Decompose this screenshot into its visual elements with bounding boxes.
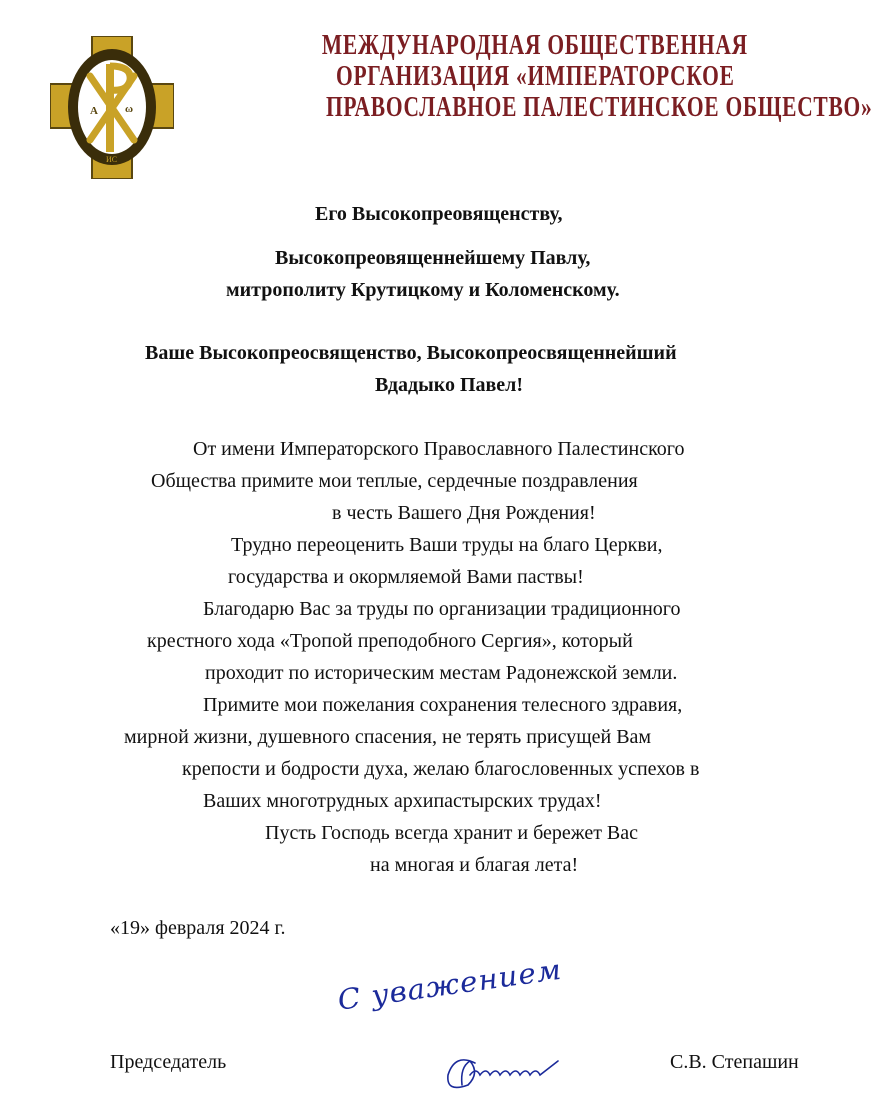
body-line: государства и окормляемой Вами паствы! bbox=[228, 566, 584, 588]
body-line: крестного хода «Тропой преподобного Сергия», который bbox=[147, 630, 633, 652]
letter-date: «19» февраля 2024 г. bbox=[110, 917, 286, 939]
body-line: Благодарю Вас за труды по организации традиционного bbox=[203, 598, 681, 620]
svg-text:ИС: ИС bbox=[106, 155, 118, 164]
body-line: на многая и благая лета! bbox=[370, 854, 579, 876]
org-name-line-2: ОРГАНИЗАЦИЯ «ИМПЕРАТОРСКОЕ bbox=[335, 60, 735, 92]
svg-text:А: А bbox=[90, 105, 98, 117]
org-name-line-1: МЕЖДУНАРОДНАЯ ОБЩЕСТВЕННАЯ bbox=[321, 29, 748, 61]
society-logo bbox=[50, 36, 174, 179]
addressee-line: Его Высокопреовященству, bbox=[315, 203, 563, 225]
signatory-name: С.В. Степашин bbox=[670, 1051, 799, 1073]
handwritten-signature bbox=[330, 975, 590, 1095]
body-line: в честь Вашего Дня Рождения! bbox=[332, 502, 596, 524]
body-line: Примите мои пожелания сохранения телесного здравия, bbox=[203, 694, 683, 716]
body-line: мирной жизни, душевного спасения, не терять присущей Вам bbox=[124, 726, 652, 748]
svg-text:ω: ω bbox=[125, 103, 134, 115]
addressee-line: митрополиту Крутицкому и Коломенскому. bbox=[226, 279, 620, 301]
handwritten-closing: С уважением bbox=[335, 952, 565, 1017]
salutation-line: Ваше Высокопреосвященство, Высокопреосвященнейший bbox=[145, 342, 677, 364]
signatory-position: Председатель bbox=[110, 1051, 227, 1073]
body-line: Общества примите мои теплые, сердечные поздравления bbox=[151, 470, 638, 492]
addressee-line: Высокопреовященнейшему Павлу, bbox=[275, 247, 591, 269]
body-line: Пусть Господь всегда хранит и бережет Вас bbox=[265, 822, 639, 844]
body-line: Трудно переоценить Ваши труды на благо Церкви, bbox=[231, 534, 663, 556]
salutation-line: Вдадыко Павел! bbox=[375, 374, 524, 396]
body-line: Ваших многотрудных архипастырских трудах! bbox=[203, 790, 602, 812]
body-line: От имени Императорского Православного Палестинского bbox=[193, 438, 685, 460]
body-line: крепости и бодрости духа, желаю благословенных успехов в bbox=[182, 758, 700, 780]
body-line: проходит по историческим местам Радонежской земли. bbox=[205, 662, 678, 684]
org-name-line-3: ПРАВОСЛАВНОЕ ПАЛЕСТИНСКОЕ ОБЩЕСТВО» bbox=[325, 91, 873, 123]
